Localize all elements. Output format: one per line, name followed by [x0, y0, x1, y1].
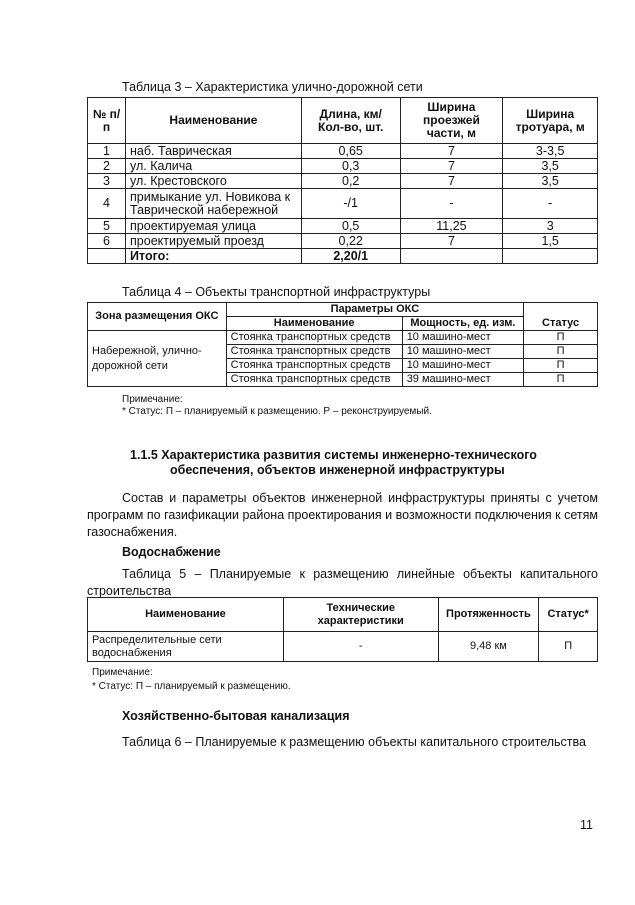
- table5-note-text: * Статус: П – планируемый к размещению.: [92, 681, 291, 692]
- row-sidewalk-width: 3: [503, 219, 598, 234]
- col-header-sidewalk-width: Ширина тротуара, м: [503, 98, 598, 144]
- table-row: [88, 159, 598, 174]
- table-row: [88, 189, 598, 219]
- row-length: 0,65: [301, 144, 400, 159]
- sewer-heading: Хозяйственно-бытовая канализация: [122, 709, 350, 723]
- row-sidewalk-width: 3-3,5: [503, 144, 598, 159]
- col-header-name: Наименование: [226, 317, 402, 331]
- table-row: [88, 219, 598, 234]
- section-paragraph: Состав и параметры объектов инженерной инфраструктуры приняты с учетом программ по газификации района проектирования и возможности подключения к сетям газоснабжения.: [87, 491, 598, 539]
- table-total-row: [88, 249, 598, 264]
- row-name: проектируемый проезд: [126, 234, 302, 249]
- zone-cell: Набережной, улично-дорожной сети: [88, 331, 227, 387]
- linear-objects-table: [87, 597, 598, 662]
- col-header-roadway-width: Ширина проезжей части, м: [400, 98, 503, 144]
- row-status: П: [524, 359, 598, 373]
- row-capacity: 10 машино-мест: [402, 345, 523, 359]
- row-status: П: [524, 345, 598, 359]
- row-number: 2: [88, 159, 126, 174]
- col-header-capacity: Мощность, ед. изм.: [402, 317, 523, 331]
- row-name: Распределительные сети водоснабжения: [88, 632, 284, 662]
- row-sidewalk-width: 1,5: [503, 234, 598, 249]
- row-name: проектируемая улица: [126, 219, 302, 234]
- table-row: [88, 234, 598, 249]
- row-status: П: [539, 632, 598, 662]
- total-value: 2,20/1: [301, 249, 400, 264]
- row-technical: -: [283, 632, 438, 662]
- col-header-length: Длина, км/ Кол-во, шт.: [301, 98, 400, 144]
- col-header-name: Наименование: [126, 98, 302, 144]
- row-name: ул. Крестовского: [126, 174, 302, 189]
- table5-note-title: Примечание:: [92, 667, 153, 678]
- row-roadway-width: 7: [400, 174, 503, 189]
- row-length: 9,48 км: [438, 632, 539, 662]
- col-header-status: Статус: [524, 317, 598, 331]
- row-roadway-width: 7: [400, 159, 503, 174]
- section-heading-line1: 1.1.5 Характеристика развития системы инженерно-технического: [130, 448, 537, 462]
- row-length: 0,3: [301, 159, 400, 174]
- row-capacity: 39 машино-мест: [402, 373, 523, 387]
- col-header-name: Наименование: [88, 598, 284, 632]
- col-header-zone: Зона размещения ОКС: [88, 303, 227, 331]
- row-length: 0,2: [301, 174, 400, 189]
- page-number: 11: [580, 818, 593, 832]
- col-header-length: Протяженность: [438, 598, 539, 632]
- row-sidewalk-width: 3,5: [503, 174, 598, 189]
- table-row: [88, 144, 598, 159]
- row-length: -/1: [301, 189, 400, 219]
- row-name: Стоянка транспортных средств: [226, 331, 402, 345]
- col-header-technical: Технические характеристики: [283, 598, 438, 632]
- table-row: [88, 632, 598, 662]
- table4-note-title: Примечание:: [122, 394, 183, 405]
- row-number: 3: [88, 174, 126, 189]
- row-name: ул. Калича: [126, 159, 302, 174]
- total-label: Итого:: [126, 249, 302, 264]
- row-roadway-width: 7: [400, 144, 503, 159]
- section-heading-line2: обеспечения, объектов инженерной инфраструктуры: [170, 463, 505, 477]
- col-header-status: Статус*: [539, 598, 598, 632]
- row-name: Стоянка транспортных средств: [226, 345, 402, 359]
- road-network-table: [87, 97, 598, 264]
- row-status: П: [524, 373, 598, 387]
- row-roadway-width: 11,25: [400, 219, 503, 234]
- col-header-number: № п/п: [88, 98, 126, 144]
- table-row: [88, 174, 598, 189]
- table4-caption: Таблица 4 – Объекты транспортной инфраструктуры: [122, 285, 431, 299]
- row-number: 5: [88, 219, 126, 234]
- table4-note-text: * Статус: П – планируемый к размещению. Р – реконструируемый.: [122, 406, 432, 417]
- row-name: наб. Таврическая: [126, 144, 302, 159]
- row-name: примыкание ул. Новикова к Таврической набережной: [126, 189, 302, 219]
- row-number: 6: [88, 234, 126, 249]
- row-sidewalk-width: 3,5: [503, 159, 598, 174]
- water-supply-heading: Водоснабжение: [122, 545, 221, 559]
- row-length: 0,5: [301, 219, 400, 234]
- col-header-params: Параметры ОКС: [226, 303, 523, 317]
- row-sidewalk-width: -: [503, 189, 598, 219]
- row-name: Стоянка транспортных средств: [226, 373, 402, 387]
- row-length: 0,22: [301, 234, 400, 249]
- table3-caption: Таблица 3 – Характеристика улично-дорожной сети: [122, 80, 423, 94]
- row-roadway-width: 7: [400, 234, 503, 249]
- table-row: [88, 331, 598, 345]
- transport-infrastructure-table: [87, 302, 598, 387]
- table6-caption: Таблица 6 – Планируемые к размещению объекты капитального строительства: [122, 735, 586, 749]
- table5-caption: Таблица 5 – Планируемые к размещению линейные объекты капитального строительства: [87, 567, 598, 598]
- row-name: Стоянка транспортных средств: [226, 359, 402, 373]
- row-number: 4: [88, 189, 126, 219]
- row-number: 1: [88, 144, 126, 159]
- row-roadway-width: -: [400, 189, 503, 219]
- row-capacity: 10 машино-мест: [402, 359, 523, 373]
- row-status: П: [524, 331, 598, 345]
- row-capacity: 10 машино-мест: [402, 331, 523, 345]
